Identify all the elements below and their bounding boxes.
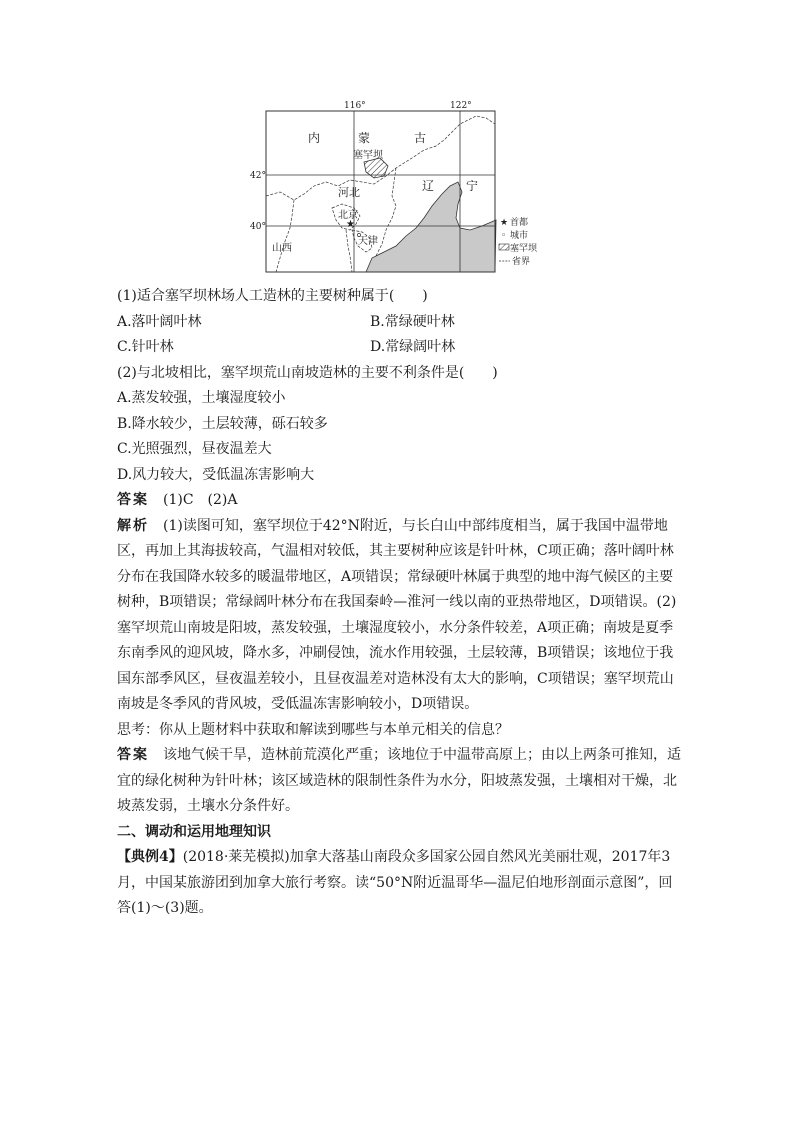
answer2-label: 答案 [117,747,149,763]
answer-line [117,488,683,514]
answer-label: 答案 [117,492,149,508]
question-content [117,284,683,922]
q1-stem: (1)适合塞罕坝林场人工造林的主要树种属于( ) [117,288,428,304]
capital-star-icon: ★ [346,219,355,230]
label-ning: 宁 [466,179,479,193]
legend-city: 城市 [510,231,529,241]
lat-label-42: 42° [250,171,266,181]
legend-boundary: 省界 [512,257,531,267]
legend-hatch-icon [499,244,509,250]
legend-saihanba: 塞罕坝 [510,244,538,254]
analysis-block [117,514,683,718]
q1-option-a: A.落叶阔叶林 [117,313,202,330]
q2-option-a: A.蒸发较强，土壤湿度较小 [117,390,286,406]
answer-text: (1)C (2)A [163,492,238,508]
example-label: 【典例4】 [117,849,183,865]
lat-label-40: 40° [250,222,266,232]
q2-option-d: D.风力较大，受低温冻害影响大 [117,466,315,483]
legend-star-icon: ★ [500,218,509,228]
q1-option-b: B.常绿硬叶林 [370,313,455,330]
legend-capital: 首都 [510,218,529,228]
q2-option-b: B.降水较少，土层较薄，砾石较多 [117,415,328,432]
example-block [117,845,683,922]
analysis-label: 解析 [117,517,149,534]
label-meng: 蒙 [358,131,371,145]
sea-area [366,182,496,272]
map-figure [246,96,566,276]
example-text: (2018·莱芜模拟)加拿大落基山南段众多国家公园自然风光美丽壮观，2017年3月，中国某旅游团到加拿大旅行考察。读“50°N附近温哥华—温尼伯地形剖面示意图”，回答(1)～(3)题。 [117,849,673,916]
province-boundary-east [376,168,396,256]
answer2-block [117,743,683,820]
legend-city-icon: ◦ [501,231,507,241]
q1-options-row2 [117,335,683,361]
q1-options-row1 [117,310,683,336]
province-boundary-south [346,230,352,272]
label-liao: 辽 [422,179,435,193]
label-saihanba: 塞罕坝 [353,150,383,161]
think-text: 思考：你从上题材料中获取和解读到哪些与本单元相关的信息？ [117,721,509,738]
answer2-text: 该地气候干旱，造林前荒漠化严重；该地位于中温带高原上；由以上两条可推知，适宜的绿化树种为针叶林；该区域造林的限制性条件为水分，阳坡蒸发强，土壤相对干燥，北坡蒸发弱，土壤水分条件好。 [117,747,681,814]
label-gu: 古 [414,131,427,145]
label-hebei: 河北 [338,186,360,199]
lon-label-116: 116° [344,101,366,111]
q2-stem: (2)与北坡相比，塞罕坝荒山南坡造林的主要不利条件是( ) [117,364,498,381]
analysis-text: (1)读图可知，塞罕坝位于42°N附近，与长白山中部纬度相当，属于我国中温带地区，再加上其海拔较高，气温相对较低，其主要树种应该是针叶林，C项正确；落叶阔叶林分布在我国降水较多的暖温带地区，A项错误；常绿硬叶林属于典型的地中海气候区的主要树种，B项错误；常绿阔叶林分布在我国秦岭—淮河一线以南的亚热带地区，D项错误。(2)塞罕坝荒山南坡是阳坡，蒸发较强，土壤湿度较小，水分条件较差，A项正确；南坡是夏季东南季风的迎风坡，降水多，冲刷侵蚀，流水作用较强，土层较薄，B项错误；该地位于我国东部季风区，昼夜温差较小，且昼夜温差对造林没有太大的影响，C项错误；塞罕坝荒山南坡是冬季风的背风坡，受低温冻害影响较小，D项错误。 [117,517,677,712]
q2-option-c: C.光照强烈，昼夜温差大 [117,441,272,457]
section-title: 二、调动和运用地理知识 [117,823,271,840]
label-nei: 内 [308,131,321,145]
q1-option-c: C.针叶林 [117,339,174,355]
lon-label-122: 122° [450,101,472,111]
label-shanxi: 山西 [272,243,292,254]
label-beijing: 北京 [338,210,358,221]
label-tianjin: 天津 [358,236,378,247]
q1-option-d: D.常绿阔叶林 [370,339,456,355]
map-svg [246,96,566,276]
province-boundary-west [276,200,294,272]
